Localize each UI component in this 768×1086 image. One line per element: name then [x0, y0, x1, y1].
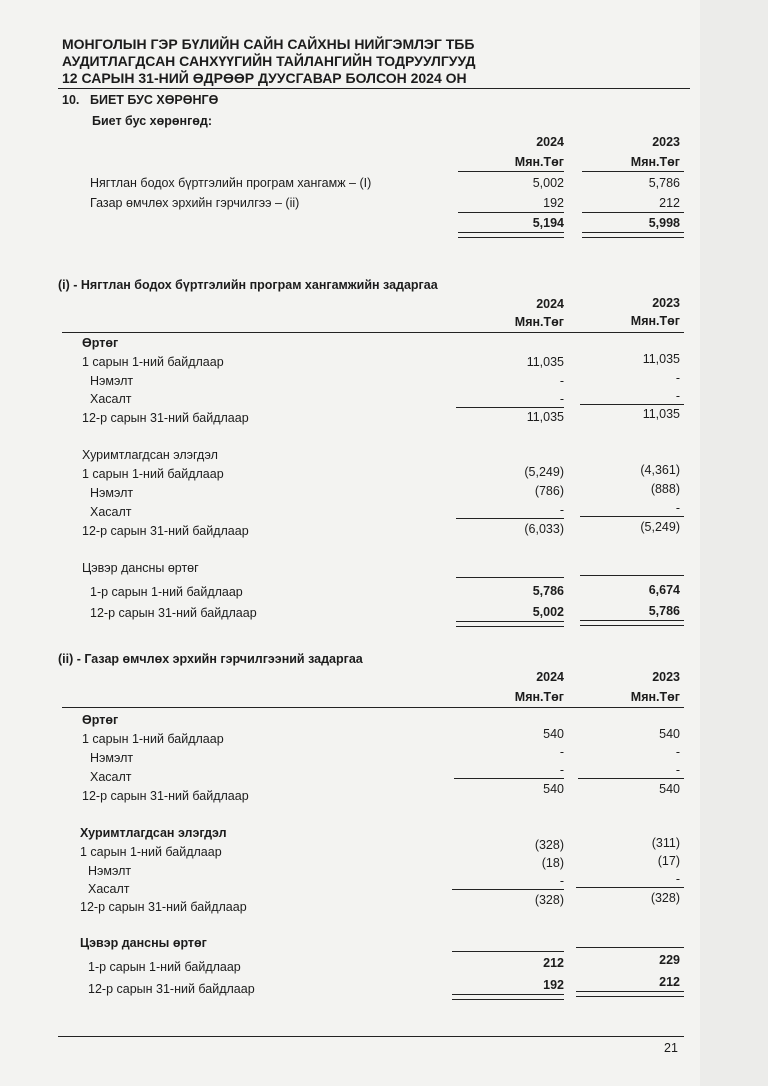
- part1-cost-value-2024: 11,035: [526, 410, 564, 424]
- part2-amort-value-2023: (311): [651, 836, 680, 850]
- part1-cost-row-label: Хасалт: [90, 392, 132, 406]
- header-rule: [58, 88, 690, 89]
- part2-amort-row-label: 12-р сарын 31-ний байдлаар: [80, 900, 247, 914]
- part1-net-top-rule-2024: [456, 577, 564, 578]
- summary-row-value-2023: 212: [659, 196, 680, 210]
- part2-col-header-2023: 2023: [652, 670, 680, 684]
- part1-cost-heading: Өртөг: [82, 336, 119, 350]
- part1-cost-value-2024: -: [559, 392, 564, 406]
- part1-header-rule: [62, 332, 684, 333]
- part2-net-heading: Цэвэр дансны өртөг: [80, 936, 207, 950]
- part2-net-value-2024: 192: [543, 978, 564, 992]
- unit-header-2024: Мян.Төг: [514, 155, 564, 169]
- part2-amort-value-2024: (328): [534, 893, 564, 907]
- part1-amort-row-label: Нэмэлт: [90, 486, 134, 500]
- summary-subtotal-rule-2023: [582, 212, 684, 213]
- part1-amort-subtotal-rule-2024: [456, 518, 564, 519]
- part2-cost-value-2023: 540: [659, 782, 680, 796]
- part2-amort-value-2023: (328): [650, 891, 680, 905]
- part2-amort-row-label: Нэмэлт: [88, 864, 132, 878]
- part2-amort-row-label: Хасалт: [88, 882, 130, 896]
- summary-row-value-2024: 192: [543, 196, 564, 210]
- part2-cost-subtotal-rule-2024: [454, 778, 564, 779]
- part2-amort-value-2024: -: [559, 874, 564, 888]
- section-number: 10.: [62, 93, 80, 107]
- part2-cost-value-2024: -: [559, 745, 564, 759]
- part1-amort-value-2024: (6,033): [524, 522, 564, 536]
- part2-amort-subtotal-rule-2023: [576, 887, 684, 888]
- part2-net-double-rule-2023: [576, 991, 684, 997]
- part2-amort-heading: Хуримтлагдсан элэгдэл: [80, 826, 227, 840]
- part2-net-value-2023: 229: [659, 953, 680, 967]
- part1-amort-value-2023: (5,249): [640, 520, 680, 534]
- part2-cost-row-label: Хасалт: [90, 770, 132, 784]
- part1-amort-value-2023: (4,361): [640, 463, 680, 477]
- part2-col-header-2024: 2024: [536, 670, 564, 684]
- summary-header-rule-2024: [458, 171, 564, 172]
- part1-amort-value-2023: (888): [650, 482, 680, 496]
- summary-row-value-2024: 5,002: [532, 176, 564, 190]
- part2-net-value-2023: 212: [659, 975, 680, 989]
- part1-cost-row-label: 1 сарын 1-ний байдлаар: [82, 355, 224, 369]
- summary-subtotal-rule-2024: [458, 212, 564, 213]
- part2-net-top-rule-2024: [452, 951, 564, 952]
- part1-col-header-2023: 2023: [652, 296, 680, 310]
- part1-net-value-2023: 6,674: [648, 583, 680, 597]
- part2-cost-value-2024: 540: [543, 727, 564, 741]
- part2-amort-subtotal-rule-2024: [452, 889, 564, 890]
- part1-amort-value-2024: -: [559, 503, 564, 517]
- part2-cost-value-2023: 540: [659, 727, 680, 741]
- part1-title: (i) - Нягтлан бодох бүртгэлийн програм хангамжийн задаргаа: [58, 278, 438, 292]
- part1-col-header-2024: 2024: [536, 297, 564, 311]
- part2-cost-value-2024: 540: [543, 782, 564, 796]
- report-org-title: МОНГОЛЫН ГЭР БҮЛИЙН САЙН САЙХНЫ НИЙГЭМЛЭГ ТББ: [62, 36, 475, 52]
- scan-shadow: [700, 0, 768, 1086]
- part1-amort-row-label: 1 сарын 1-ний байдлаар: [82, 467, 224, 481]
- part2-cost-value-2023: -: [675, 745, 680, 759]
- part2-header-rule: [62, 707, 684, 708]
- part1-cost-subtotal-rule-2024: [456, 407, 564, 408]
- part2-cost-value-2024: -: [559, 763, 564, 777]
- unit-header-2023: Мян.Төг: [630, 155, 680, 169]
- report-subtitle: АУДИТЛАГДСАН САНХҮҮГИЙН ТАЙЛАНГИЙН ТОДРУУЛГУУД: [62, 53, 476, 69]
- part1-amort-value-2023: -: [675, 501, 680, 515]
- part2-cost-row-label: Нэмэлт: [90, 751, 134, 765]
- part2-amort-row-label: 1 сарын 1-ний байдлаар: [80, 845, 222, 859]
- col-header-2024: 2024: [536, 135, 564, 149]
- part2-amort-value-2024: (328): [534, 838, 564, 852]
- part1-amort-value-2024: (786): [534, 484, 564, 498]
- part1-cost-row-label: Нэмэлт: [90, 374, 134, 388]
- part2-cost-value-2023: -: [675, 763, 680, 777]
- part2-cost-row-label: 12-р сарын 31-ний байдлаар: [82, 789, 249, 803]
- part1-cost-value-2023: -: [675, 371, 680, 385]
- part1-unit-2024: Мян.Төг: [514, 315, 564, 329]
- part1-cost-value-2023: -: [675, 389, 680, 403]
- part1-net-value-2024: 5,786: [532, 584, 564, 598]
- part2-amort-value-2023: (17): [657, 854, 680, 868]
- part1-net-row-label: 1-р сарын 1-ний байдлаар: [90, 585, 243, 599]
- part1-cost-row-label: 12-р сарын 31-ний байдлаар: [82, 411, 249, 425]
- part1-cost-value-2023: 11,035: [642, 407, 680, 421]
- summary-total-2023: 5,998: [648, 216, 680, 230]
- page-number: 21: [664, 1041, 678, 1055]
- section-title: БИЕТ БУС ХӨРӨНГӨ: [90, 93, 219, 107]
- part1-amort-subtotal-rule-2023: [580, 516, 684, 517]
- part1-amort-value-2024: (5,249): [524, 465, 564, 479]
- part2-net-row-label: 1-р сарын 1-ний байдлаар: [88, 960, 241, 974]
- col-header-2023: 2023: [652, 135, 680, 149]
- part1-amort-heading: Хуримтлагдсан элэгдэл: [82, 448, 218, 462]
- summary-total-2024: 5,194: [532, 216, 564, 230]
- part1-cost-value-2024: -: [559, 374, 564, 388]
- part2-title: (ii) - Газар өмчлөх эрхийн гэрчилгээний задаргаа: [58, 652, 363, 666]
- part2-net-double-rule-2024: [452, 994, 564, 1000]
- part1-net-row-label: 12-р сарын 31-ний байдлаар: [90, 606, 257, 620]
- part1-amort-row-label: 12-р сарын 31-ний байдлаар: [82, 524, 249, 538]
- part1-unit-2023: Мян.Төг: [630, 314, 680, 328]
- summary-total-double-rule-2023: [582, 232, 684, 238]
- section-subtitle: Биет бус хөрөнгөд:: [92, 114, 213, 128]
- part2-unit-2023: Мян.Төг: [630, 690, 680, 704]
- part2-amort-value-2024: (18): [541, 856, 564, 870]
- part2-net-value-2024: 212: [543, 956, 564, 970]
- part2-unit-2024: Мян.Төг: [514, 690, 564, 704]
- part2-net-top-rule-2023: [576, 947, 684, 948]
- part1-net-value-2023: 5,786: [648, 604, 680, 618]
- part2-cost-heading: Өртөг: [82, 713, 119, 727]
- summary-row-label: Газар өмчлөх эрхийн гэрчилгээ – (ii): [90, 196, 300, 210]
- summary-row-value-2023: 5,786: [648, 176, 680, 190]
- part2-cost-row-label: 1 сарын 1-ний байдлаар: [82, 732, 224, 746]
- footer-rule: [58, 1036, 684, 1037]
- part1-cost-subtotal-rule-2023: [580, 404, 684, 405]
- part1-cost-value-2023: 11,035: [642, 352, 680, 366]
- part1-net-heading: Цэвэр дансны өртөг: [82, 561, 199, 575]
- part2-amort-value-2023: -: [675, 872, 680, 886]
- part1-net-double-rule-2024: [456, 621, 564, 627]
- summary-header-rule-2023: [582, 171, 684, 172]
- part2-cost-subtotal-rule-2023: [578, 778, 684, 779]
- part2-net-row-label: 12-р сарын 31-ний байдлаар: [88, 982, 255, 996]
- part1-net-value-2024: 5,002: [532, 605, 564, 619]
- part1-net-top-rule-2023: [580, 575, 684, 576]
- summary-total-double-rule-2024: [458, 232, 564, 238]
- part1-cost-value-2024: 11,035: [526, 355, 564, 369]
- report-period: 12 САРЫН 31-НИЙ ӨДРӨӨР ДУУСГАВАР БОЛСОН 2024 ОН: [62, 70, 467, 86]
- part1-amort-row-label: Хасалт: [90, 505, 132, 519]
- summary-row-label: Нягтлан бодох бүртгэлийн програм хангамж – (I): [90, 176, 372, 190]
- part1-net-double-rule-2023: [580, 620, 684, 626]
